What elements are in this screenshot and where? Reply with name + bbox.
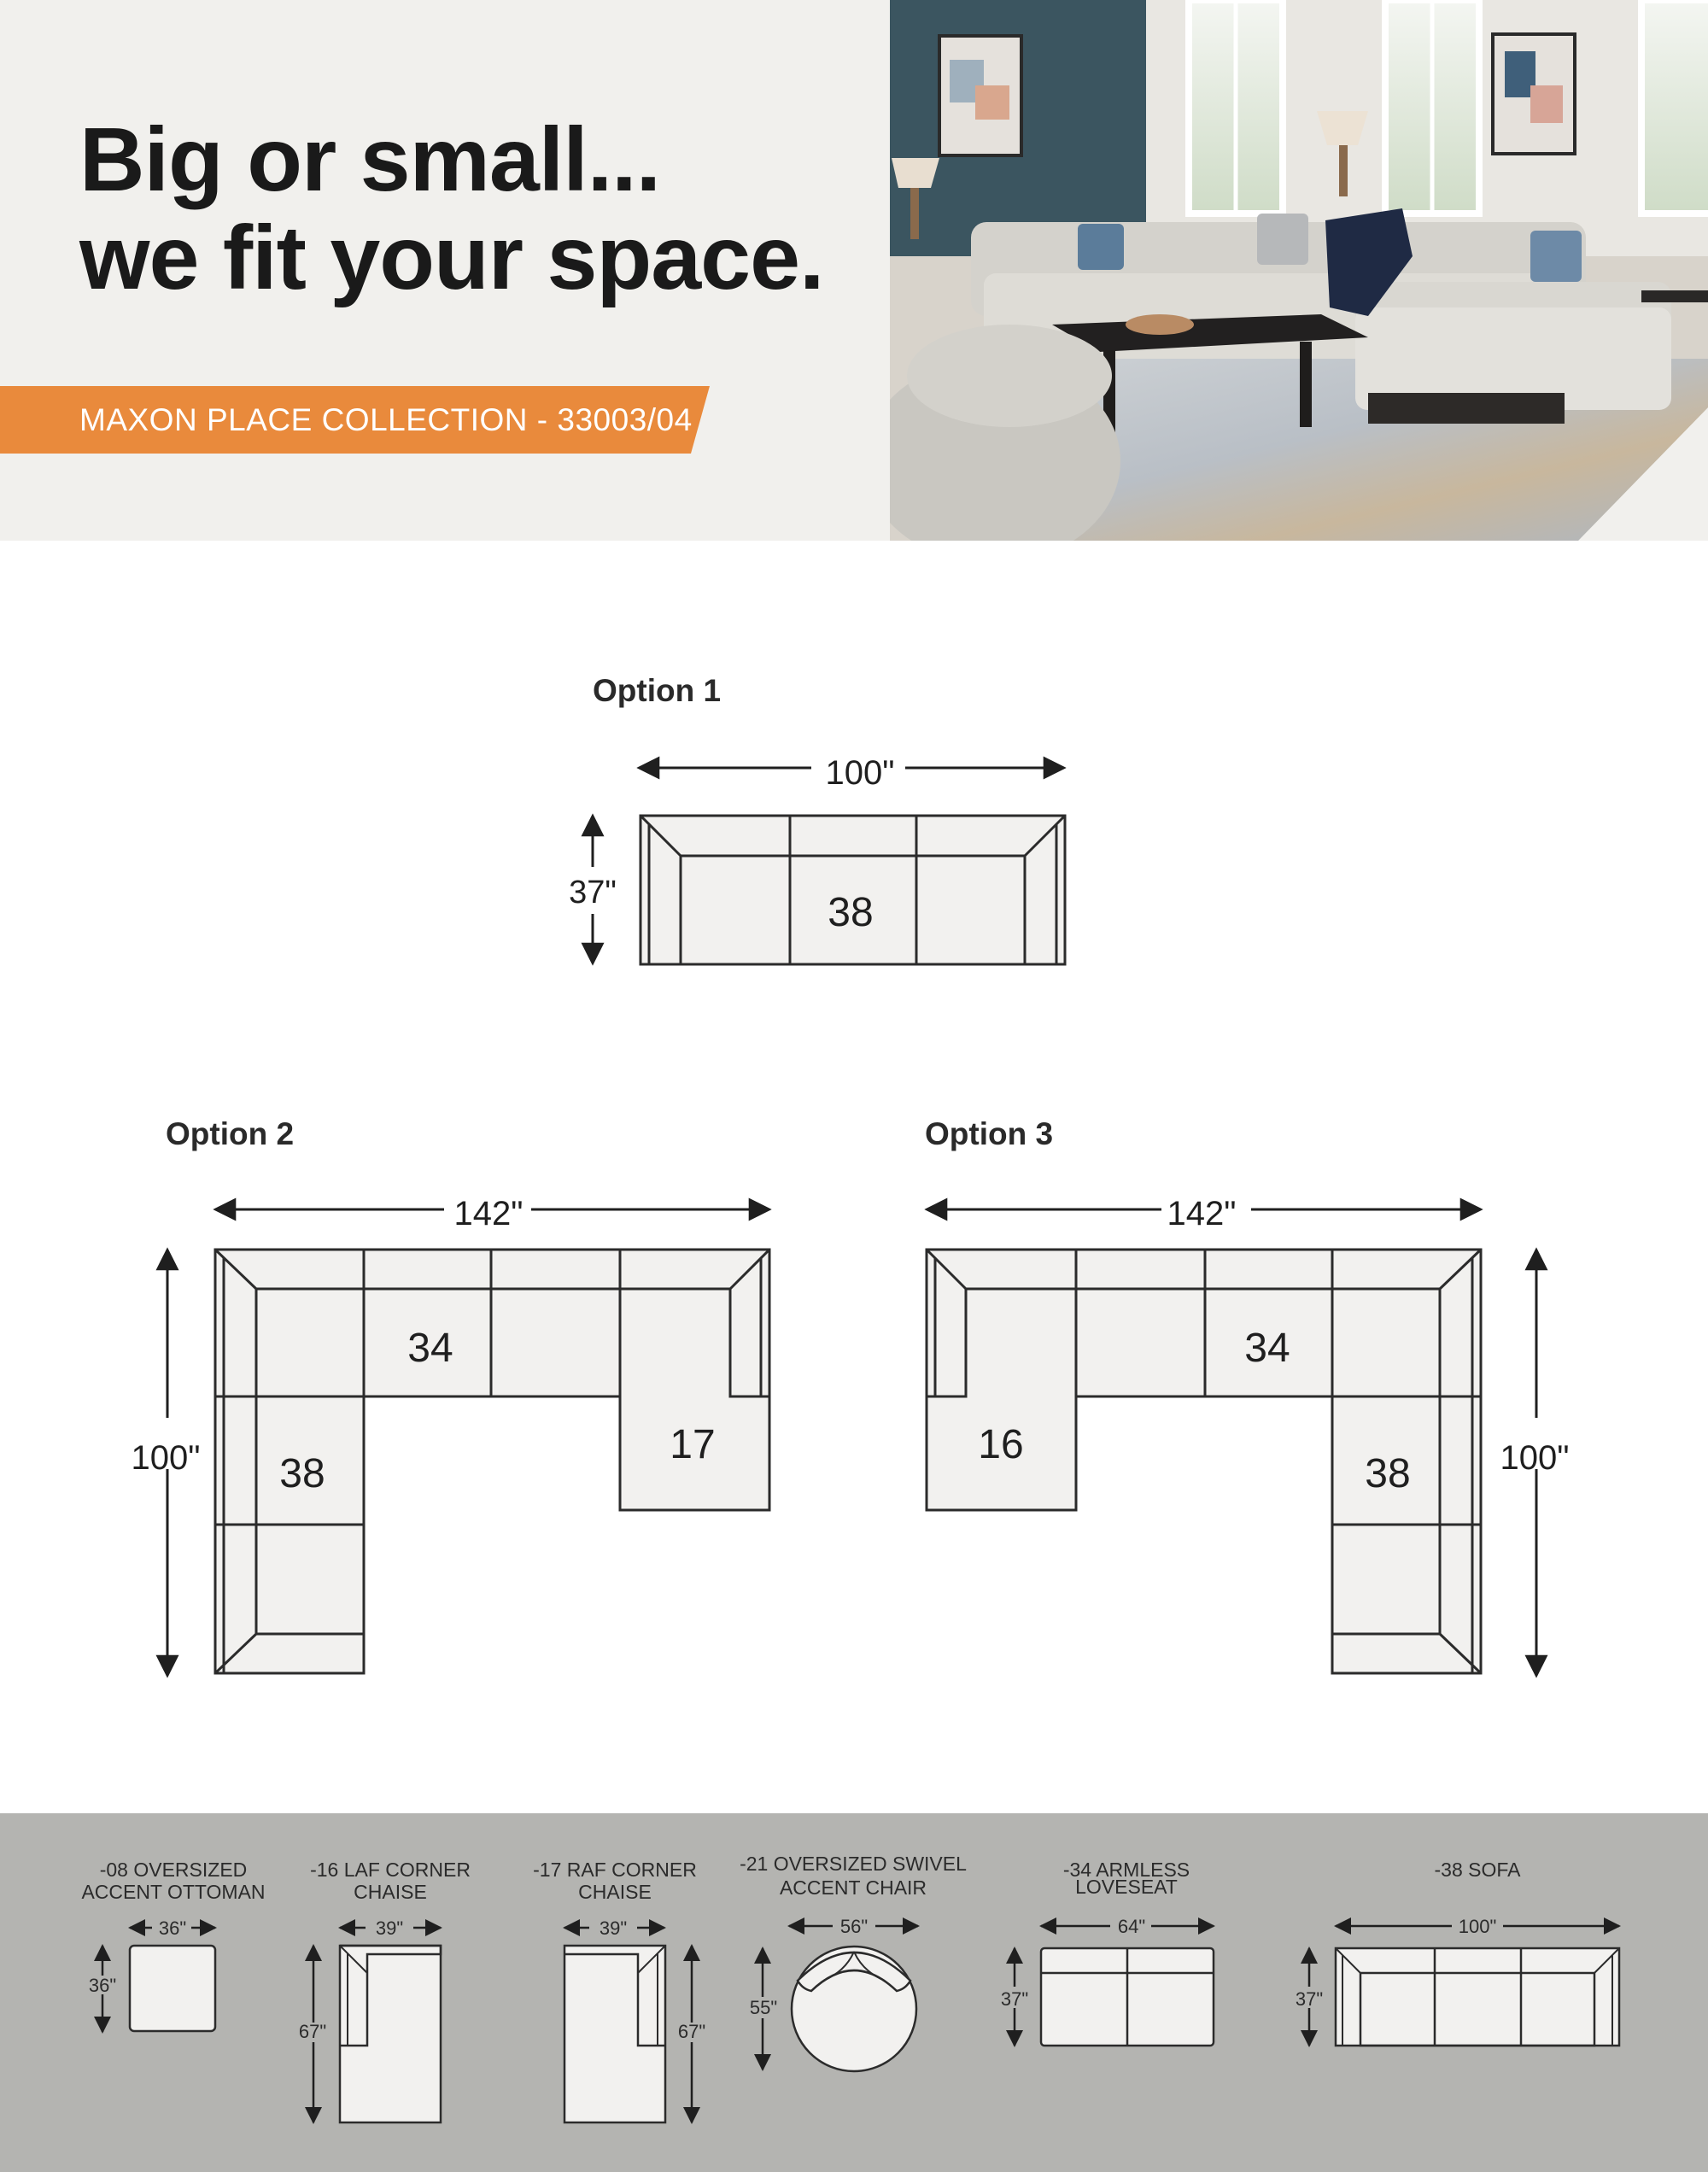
option-3-piece-38: 38 — [1365, 1451, 1411, 1496]
option-3-piece-16: 16 — [978, 1422, 1024, 1467]
piece-laf-chaise-label-2: CHAISE — [354, 1881, 427, 1903]
piece-loveseat-label-2: LOVESEAT — [1075, 1876, 1178, 1898]
piece-swivel-chair-label-2: ACCENT CHAIR — [779, 1876, 927, 1899]
headline-line-2: we fit your space. — [79, 208, 824, 308]
option-1-width: 100" — [825, 754, 895, 792]
living-room-illustration — [890, 0, 1708, 541]
piece-swivel-chair-width: 56" — [839, 1916, 869, 1937]
pieces-band — [0, 1813, 1708, 2172]
option-2 — [132, 1116, 769, 1676]
option-3-title: Option 3 — [925, 1116, 1054, 1151]
option-2-depth: 100" — [131, 1439, 201, 1477]
option-3-piece-34: 34 — [1244, 1326, 1290, 1371]
option-1-title: Option 1 — [593, 673, 722, 708]
piece-raf-chaise-depth: 67" — [677, 2021, 706, 2042]
collection-title: MAXON PLACE COLLECTION - 33003/04 — [79, 402, 693, 437]
option-3 — [925, 1116, 1569, 1676]
piece-sofa-depth: 37" — [1295, 1988, 1324, 2010]
piece-raf-chaise-width: 39" — [599, 1917, 628, 1939]
headline-line-1: Big or small... — [79, 109, 661, 210]
piece-ottoman-width: 36" — [158, 1917, 187, 1939]
piece-laf-chaise-depth: 67" — [298, 2021, 327, 2042]
option-2-piece-34: 34 — [407, 1326, 453, 1371]
piece-ottoman — [81, 1859, 265, 2032]
piece-ottoman-label-1: -08 OVERSIZED — [99, 1859, 248, 1881]
piece-raf-chaise — [533, 1859, 705, 2122]
sofa-shape — [1336, 1948, 1619, 2046]
piece-ottoman-label-2: ACCENT OTTOMAN — [81, 1881, 266, 1903]
raf-chaise-shape — [564, 1946, 665, 2122]
pieces-illustrations — [0, 1813, 1708, 2172]
option-1-piece-38: 38 — [828, 890, 874, 935]
piece-loveseat-depth: 37" — [1000, 1988, 1029, 2010]
piece-loveseat — [1001, 1859, 1214, 2046]
piece-ottoman-depth: 36" — [88, 1975, 117, 1996]
piece-swivel-chair — [740, 1853, 967, 2071]
piece-laf-chaise-width: 39" — [375, 1917, 404, 1939]
piece-laf-chaise-label-1: -16 LAF CORNER — [310, 1859, 471, 1881]
option-3-width: 142" — [1167, 1195, 1237, 1232]
collection-banner — [0, 386, 710, 454]
piece-sofa — [1296, 1859, 1619, 2046]
piece-swivel-chair-depth: 55" — [749, 1997, 778, 2018]
piece-loveseat-label-1: -34 ARMLESS — [1062, 1859, 1190, 1881]
option-2-piece-38: 38 — [279, 1451, 325, 1496]
piece-loveseat-width: 64" — [1117, 1916, 1146, 1937]
piece-raf-chaise-label-2: CHAISE — [578, 1881, 652, 1903]
headline — [79, 111, 824, 307]
option-1-depth: 37" — [569, 875, 617, 910]
piece-sofa-label: -38 SOFA — [1434, 1859, 1521, 1881]
laf-chaise-shape — [340, 1946, 441, 2122]
piece-laf-chaise — [299, 1859, 471, 2122]
option-2-piece-17: 17 — [670, 1422, 716, 1467]
piece-swivel-chair-label-1: -21 OVERSIZED SWIVEL — [740, 1853, 967, 1875]
option-2-width: 142" — [453, 1195, 524, 1232]
living-room-photo — [890, 0, 1708, 541]
option-1 — [569, 673, 1065, 964]
ottoman-shape — [130, 1946, 215, 2031]
piece-sofa-width: 100" — [1458, 1916, 1497, 1937]
option-3-depth: 100" — [1500, 1439, 1570, 1477]
piece-raf-chaise-label-1: -17 RAF CORNER — [533, 1859, 697, 1881]
option-2-title: Option 2 — [166, 1116, 295, 1151]
